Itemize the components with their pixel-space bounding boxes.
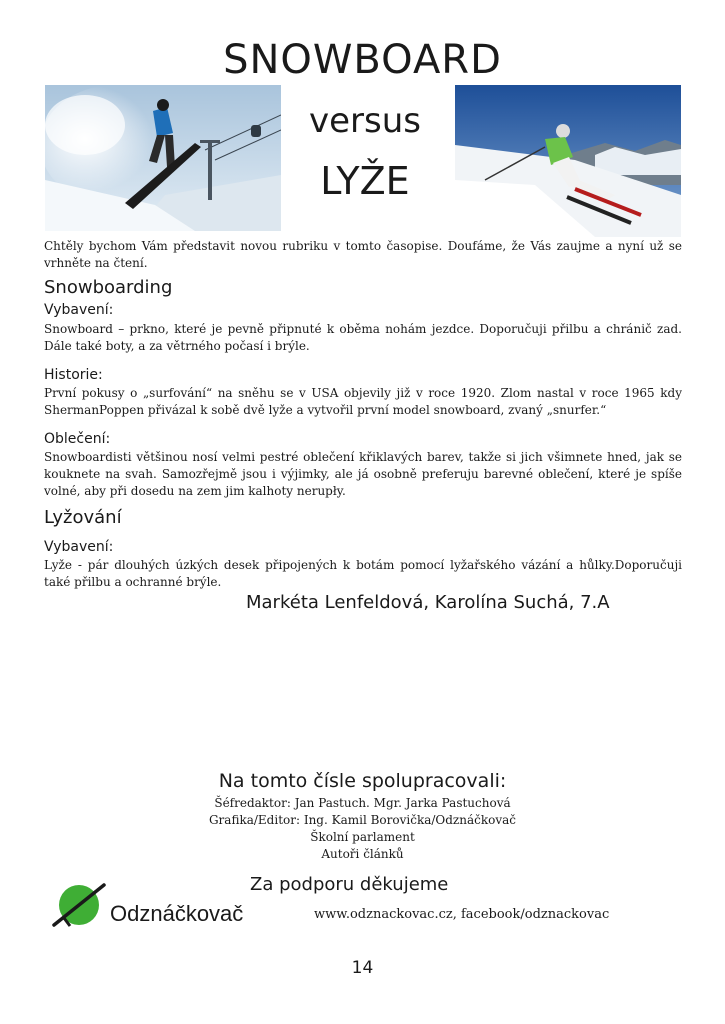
clothing-text: Snowboardisti většinou nosí velmi pestré oblečení křiklavých barev, takže si jich všimnete hned, jak se kouknete na svah. Samozřejmě jsou i výjimky, ale já osobně preferuju barevné oblečení, které je spíše volné, aby při dosedu na zem jim kalhoty nerupły. xyxy=(44,450,682,498)
credits-title: Na tomto čísle spolupracovali: xyxy=(218,770,507,792)
ski-equipment-text: Lyže - pár dlouhých úzkých desek připojených k botám pomocí lyžařského vázání a hůlky.Doporučuji také přilbu a ochranné brýle. xyxy=(44,558,682,589)
section-heading-skiing: Lyžování xyxy=(44,507,122,528)
odznackovac-logo-icon xyxy=(50,880,108,930)
subheading-clothing: Oblečení: xyxy=(44,431,111,447)
credit-line: Autoři článků xyxy=(321,847,404,861)
logo-text: Odznáčkovač xyxy=(110,901,244,926)
equipment-text: Snowboard – prkno, které je pevně připnuté k oběma nohám jezdce. Doporučuji přilbu a chránič zad. Dále také boty, a za větrného počasí i brýle. xyxy=(44,322,682,353)
page-subtitle: LYŽE xyxy=(320,159,410,203)
history-text: První pokusy o „surfování“ na sněhu se v USA objevily již v roce 1920. Zlom nastal v roce 1965 kdy ShermanPoppen přivázal k sobě dvě lyže a vytvořil první model snowboard, zvaný „snurfer.“ xyxy=(44,386,682,417)
credit-line: Grafika/Editor: Ing. Kamil Borovička/Odznáčkovač xyxy=(208,813,517,827)
subheading-history: Historie: xyxy=(44,367,103,383)
page-title: SNOWBOARD xyxy=(223,37,502,83)
credit-line: Školní parlament xyxy=(310,830,415,844)
support-links[interactable]: www.odznackovac.cz, facebook/odznackovac xyxy=(314,907,610,922)
subheading-equipment: Vybavení: xyxy=(44,302,114,318)
subheading-ski-equipment: Vybavení: xyxy=(44,539,114,555)
credit-line: Šéfredaktor: Jan Pastuch. Mgr. Jarka Pastuchová xyxy=(214,796,511,810)
article-authors: Markéta Lenfeldová, Karolína Suchá, 7.A xyxy=(246,592,610,613)
page-number: 14 xyxy=(351,958,374,978)
snowboarder-photo xyxy=(45,85,281,231)
skier-photo xyxy=(455,85,681,237)
support-title: Za podporu děkujeme xyxy=(250,874,449,895)
intro-text: Chtěly bychom Vám představit novou rubriku v tomto časopise. Doufáme, že Vás zaujme a nyní už se vrhněte na čtení. xyxy=(44,239,682,270)
versus-label: versus xyxy=(309,101,421,141)
section-heading-snowboarding: Snowboarding xyxy=(44,277,173,298)
